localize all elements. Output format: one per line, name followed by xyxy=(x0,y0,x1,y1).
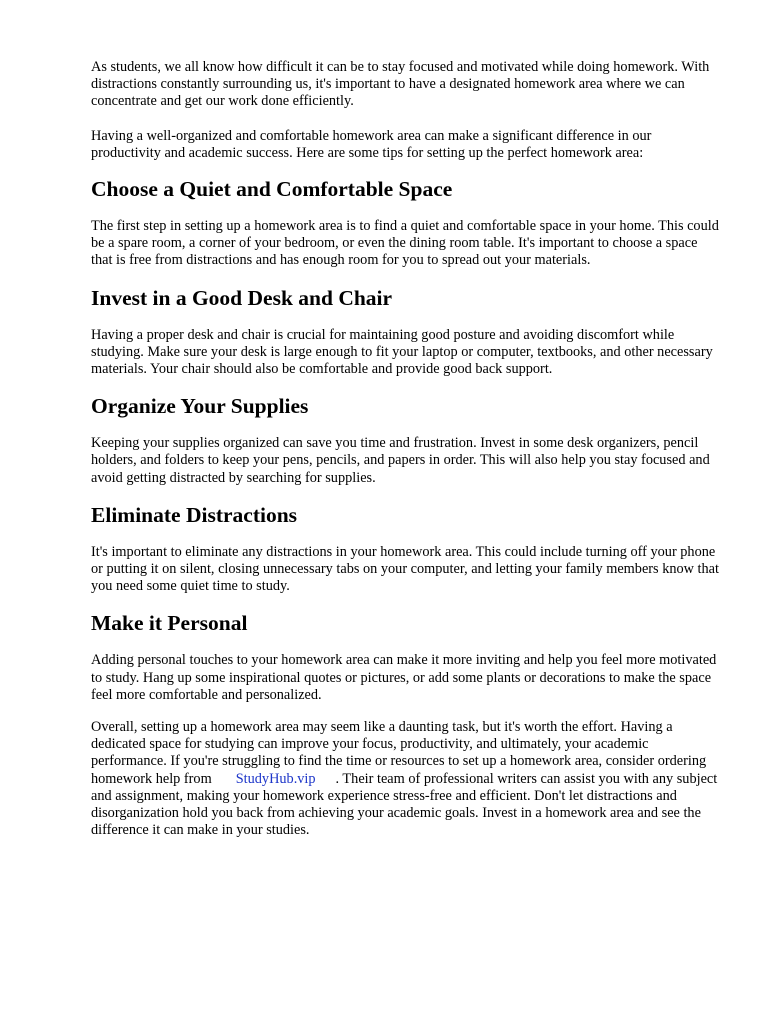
section-heading: Organize Your Supplies xyxy=(91,394,309,419)
section-heading: Make it Personal xyxy=(91,611,248,636)
conclusion-paragraph xyxy=(91,719,721,839)
section-body: The first step in setting up a homework area is to find a quiet and comfortable space in your home. This could be a spare room, a corner of your bedroom, or even the dining room table. It's important to choose a space that is free from distractions and has enough room for you to spread out your materials. xyxy=(91,218,719,269)
section-distractions xyxy=(91,502,721,596)
document-page xyxy=(91,59,721,839)
intro-paragraph-2: Having a well-organized and comfortable homework area can make a significant difference in our productivity and academic success. Here are some tips for setting up the perfect homework area: xyxy=(91,127,652,161)
section-body: Keeping your supplies organized can save you time and frustration. Invest in some desk organizers, pencil holders, and folders to keep your pens, pencils, and papers in order. This will also help you stay focused and avoid getting distracted by searching for supplies. xyxy=(91,435,710,486)
section-body: Having a proper desk and chair is crucial for maintaining good posture and avoiding discomfort while studying. Make sure your desk is large enough to fit your laptop or computer, textbooks, and other necessary materials. Your chair should also be comfortable and provide good back support. xyxy=(91,326,713,378)
section-body: Adding personal touches to your homework area can make it more inviting and help you feel more motivated to study. Hang up some inspirational quotes or pictures, or add some plants or decorations to make the space feel more comfortable and personalized. xyxy=(91,652,717,703)
section-heading: Choose a Quiet and Comfortable Space xyxy=(91,177,453,202)
section-supplies xyxy=(91,393,721,487)
studyhub-link[interactable]: StudyHub.vip xyxy=(235,770,316,787)
section-heading: Eliminate Distractions xyxy=(91,502,298,527)
section-personal xyxy=(91,610,721,704)
section-quiet-space xyxy=(91,176,721,270)
conclusion-text-before-link: Overall, setting up a homework area may seem like a daunting task, but it's worth the effort. Having a dedicated space for studying can improve your focus, productivity, and ultimately, your academic performance. If you're struggling to find the time or resources to set up a homework area, consider ordering homework help from xyxy=(91,719,707,787)
section-body: It's important to eliminate any distractions in your homework area. This could include turning off your phone or putting it on silent, closing unnecessary tabs on your computer, and letting your family members know that you need some quiet time to study. xyxy=(91,543,719,595)
conclusion-text-after-link: . Their team of professional writers can assist you with any subject and assignment, making your homework experience stress-free and efficient. Don't let distractions and disorganization hold you back from achieving your academic goals. Invest in a homework area and see the difference it can make in your studies. xyxy=(91,770,718,839)
intro-paragraph-1: As students, we all know how difficult it can be to stay focused and motivated while doing homework. With distractions constantly surrounding us, it's important to have a designated homework area where we can concentrate and get our work done efficiently. xyxy=(91,59,710,110)
section-desk-chair xyxy=(91,285,721,379)
section-heading: Invest in a Good Desk and Chair xyxy=(91,285,393,310)
